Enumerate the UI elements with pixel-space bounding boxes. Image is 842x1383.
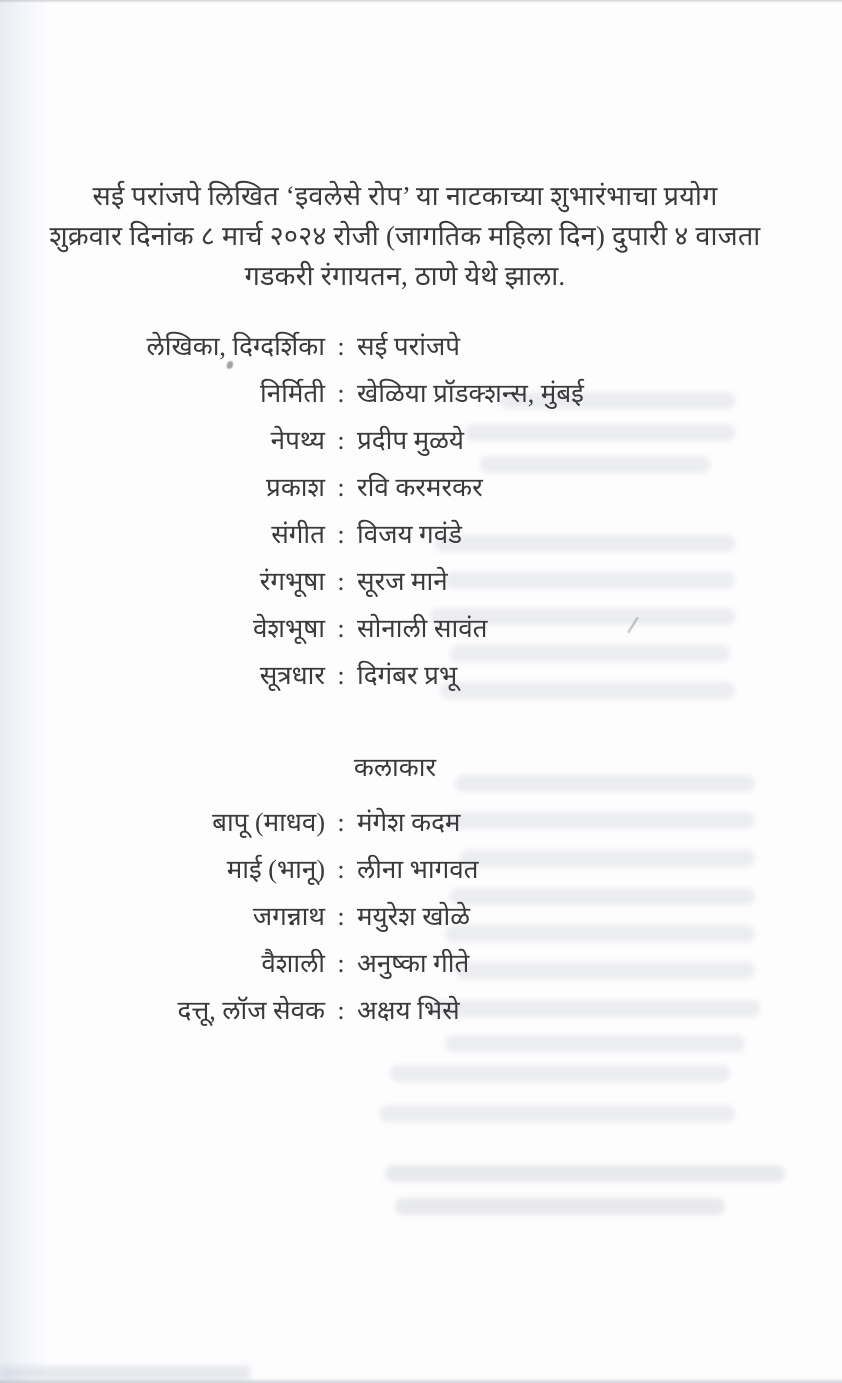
credit-row: [0, 558, 720, 605]
cast-character-label: दत्तू, लॉज सेवक: [177, 996, 325, 1025]
cast-section-heading: कलाकार: [353, 753, 437, 782]
cast-character-label: जगन्नाथ: [252, 902, 325, 931]
cast-actor-name: मयुरेश खोळे: [357, 902, 470, 931]
cast-colon-separator: :: [337, 808, 345, 837]
credit-row: [0, 511, 720, 558]
credit-colon-separator: :: [337, 520, 345, 549]
credit-role-label: वेशभूषा: [253, 614, 325, 643]
credit-colon-separator: :: [337, 614, 345, 643]
cast-colon-separator: :: [337, 855, 345, 884]
cast-row: [0, 846, 720, 893]
credit-person-name: खेळिया प्रॉडक्शन्स, मुंबई: [357, 379, 584, 408]
credit-person-name: विजय गवंडे: [357, 520, 463, 549]
credit-person-name: सोनाली सावंत: [357, 614, 488, 643]
credit-role-label: निर्मिती: [259, 379, 325, 408]
credit-colon-separator: :: [337, 473, 345, 502]
cast-row: [0, 987, 720, 1034]
cast-character-label: बापू (माधव): [212, 808, 325, 837]
credit-colon-separator: :: [337, 661, 345, 690]
credit-role-label: नेपथ्य: [270, 426, 325, 455]
credit-colon-separator: :: [337, 379, 345, 408]
cast-actor-name: लीना भागवत: [357, 855, 479, 884]
credit-colon-separator: :: [337, 426, 345, 455]
credit-row: [0, 652, 720, 699]
cast-colon-separator: :: [337, 996, 345, 1025]
credit-role-label: संगीत: [271, 520, 325, 549]
credit-role-label: प्रकाश: [266, 473, 325, 502]
cast-row: [0, 893, 720, 940]
announcement-line-1: सई परांजपे लिखित ‘इवलेसे रोप’ या नाटकाच्या शुभारंभाचा प्रयोग: [92, 181, 718, 211]
scan-bottom-left-smudge: [0, 1366, 250, 1380]
production-credits-list: [0, 323, 720, 699]
credit-person-name: सई परांजपे: [357, 332, 461, 361]
scan-top-edge-line: [0, 0, 842, 3]
credit-row: [0, 417, 720, 464]
announcement-paragraph: [40, 176, 770, 296]
credit-row: [0, 323, 720, 370]
cast-character-label: माई (भानू): [226, 855, 325, 884]
announcement-line-2: शुक्रवार दिनांक ८ मार्च २०२४ रोजी (जागतिक महिला दिन) दुपारी ४ वाजता: [49, 221, 761, 251]
credit-role-label: सूत्रधार: [259, 661, 325, 690]
cast-actor-name: मंगेश कदम: [357, 808, 461, 837]
cast-colon-separator: :: [337, 949, 345, 978]
cast-row: [0, 940, 720, 987]
credit-row: [0, 464, 720, 511]
credit-person-name: रवि करमरकर: [357, 473, 483, 502]
cast-row: [0, 799, 720, 846]
credit-colon-separator: :: [337, 567, 345, 596]
cast-list: [0, 799, 720, 1034]
credit-role-label: रंगभूषा: [259, 567, 325, 596]
cast-actor-name: अक्षय भिसे: [357, 996, 460, 1025]
credit-person-name: सूरज माने: [357, 567, 448, 596]
credit-role-label: लेखिका, दिग्दर्शिका: [146, 332, 325, 361]
credit-person-name: दिगंबर प्रभू: [357, 661, 458, 690]
credit-row: [0, 605, 720, 652]
cast-actor-name: अनुष्का गीते: [357, 949, 470, 978]
credit-row: [0, 370, 720, 417]
credit-colon-separator: :: [337, 332, 345, 361]
credit-person-name: प्रदीप मुळये: [357, 426, 464, 455]
announcement-line-3: गडकरी रंगायतन, ठाणे येथे झाला.: [244, 261, 566, 291]
cast-character-label: वैशाली: [261, 949, 325, 978]
scan-bottom-edge-line: [0, 1378, 842, 1383]
cast-colon-separator: :: [337, 902, 345, 931]
